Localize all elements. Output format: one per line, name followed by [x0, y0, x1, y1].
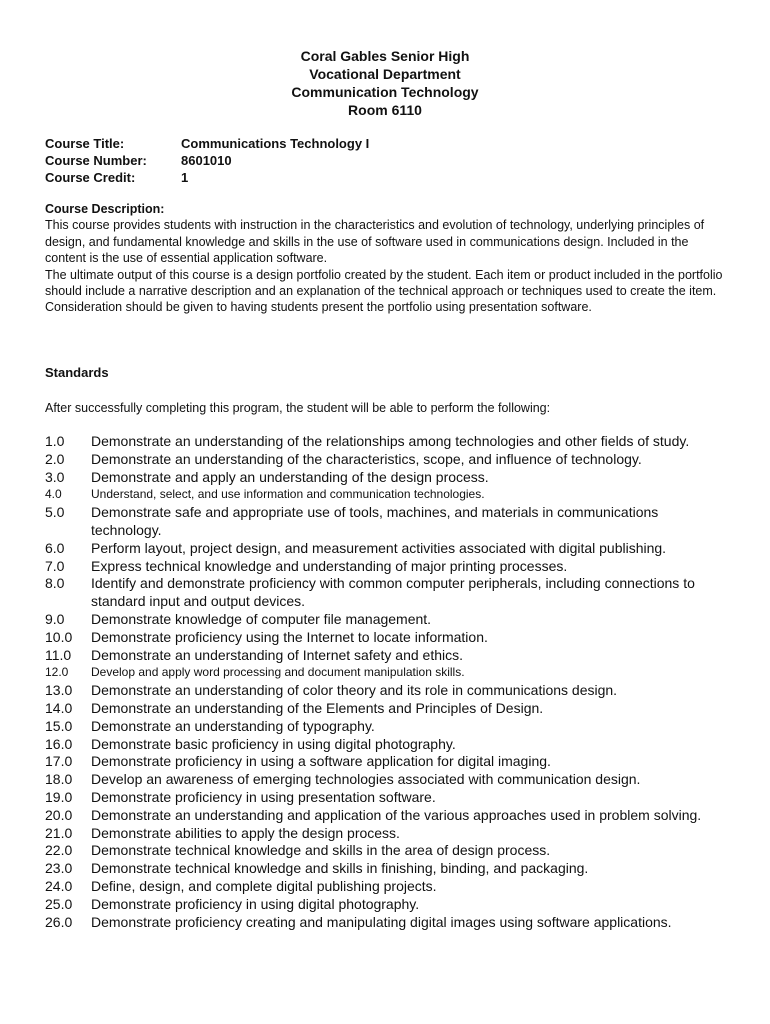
standard-number: 14.0 [45, 699, 73, 716]
standard-text: Understand, select, and use information and communication technologies. [91, 487, 485, 502]
standard-text: Demonstrate an understanding of Internet safety and ethics. [91, 646, 464, 663]
standard-text: Demonstrate safe and appropriate use of tools, machines, and materials in communications technology. [91, 504, 659, 538]
standard-item [45, 753, 730, 771]
document-header [0, 47, 770, 119]
standard-number: 9.0 [45, 610, 65, 627]
standard-text: Express technical knowledge and understanding of major printing processes. [91, 557, 568, 574]
room-number: Room 6110 [348, 102, 422, 118]
standard-number: 7.0 [45, 557, 65, 574]
standard-item [45, 914, 730, 932]
standard-item [45, 664, 730, 682]
standard-item [45, 789, 730, 807]
department-name: Vocational Department [309, 66, 461, 82]
course-number-label: Course Number: [45, 153, 147, 168]
standard-number: 12.0 [45, 665, 69, 680]
standard-item [45, 860, 730, 878]
standard-item [45, 647, 730, 665]
standard-number: 19.0 [45, 788, 73, 805]
standard-text: Demonstrate proficiency in using digital photography. [91, 895, 420, 912]
standards-list [45, 433, 730, 931]
standard-item [45, 878, 730, 896]
standard-item [45, 700, 730, 718]
standard-item [45, 896, 730, 914]
standard-text: Define, design, and complete digital publishing projects. [91, 877, 437, 894]
standard-text: Identify and demonstrate proficiency with common computer peripherals, including connections to standard input and output devices. [91, 575, 695, 610]
course-credit-label: Course Credit: [45, 170, 136, 185]
standard-item [45, 807, 730, 825]
course-number-value: 8601010 [181, 153, 232, 168]
standard-item [45, 486, 730, 504]
standard-number: 11.0 [45, 646, 72, 663]
standard-item [45, 504, 730, 540]
standard-text: Demonstrate knowledge of computer file management. [91, 610, 432, 627]
standard-item [45, 771, 730, 789]
standard-number: 24.0 [45, 877, 73, 894]
standard-number: 15.0 [45, 717, 73, 734]
course-title-row [45, 135, 369, 152]
course-credit-value: 1 [181, 170, 189, 185]
standard-item [45, 629, 730, 647]
standard-number: 2.0 [45, 450, 65, 467]
course-description-paragraph-2: The ultimate output of this course is a design portfolio created by the student. Each item or product included in the portfolio should include a narrative description and an explanation of the technical approach or techniques used to create the item. Consideration should be given to having students present the portfolio using presentation software. [45, 267, 723, 315]
standard-text: Demonstrate proficiency in using a software application for digital imaging. [91, 753, 551, 770]
standard-number: 18.0 [45, 771, 73, 788]
standard-number: 4.0 [45, 487, 62, 502]
standard-item [45, 718, 730, 736]
standard-item [45, 433, 730, 451]
standard-item [45, 682, 730, 700]
standard-text: Demonstrate technical knowledge and skills in finishing, binding, and packaging. [91, 860, 589, 877]
standard-number: 3.0 [45, 468, 65, 485]
course-description [45, 201, 730, 316]
standard-number: 23.0 [45, 860, 73, 877]
standard-number: 20.0 [45, 806, 73, 823]
standard-text: Develop and apply word processing and document manipulation skills. [91, 665, 465, 680]
standard-number: 8.0 [45, 575, 65, 592]
standard-item [45, 825, 730, 843]
standard-text: Demonstrate and apply an understanding of the design process. [91, 468, 489, 485]
standard-number: 6.0 [45, 539, 65, 556]
standards-title: Standards [45, 365, 109, 380]
standard-number: 16.0 [45, 735, 73, 752]
standard-text: Demonstrate proficiency using the Internet to locate information. [91, 628, 488, 645]
standard-number: 5.0 [45, 504, 65, 521]
standard-text: Demonstrate an understanding of color theory and its role in communications design. [91, 682, 618, 699]
standard-text: Demonstrate proficiency in using presentation software. [91, 788, 436, 805]
standard-number: 22.0 [45, 842, 73, 859]
school-name: Coral Gables Senior High [300, 48, 470, 64]
standard-number: 13.0 [45, 682, 73, 699]
course-number-row [45, 152, 369, 169]
course-description-title: Course Description: [45, 202, 165, 216]
standard-number: 10.0 [45, 628, 73, 645]
standard-item [45, 558, 730, 576]
course-info [45, 135, 369, 186]
course-title-label: Course Title: [45, 136, 125, 151]
standard-number: 17.0 [45, 753, 73, 770]
standard-number: 21.0 [45, 824, 73, 841]
standard-item [45, 736, 730, 754]
standard-text: Perform layout, project design, and measurement activities associated with digital publishing. [91, 539, 667, 556]
standard-item [45, 469, 730, 487]
standard-item [45, 451, 730, 469]
standard-text: Demonstrate an understanding and application of the various approaches used in problem solving. [91, 806, 702, 823]
standard-item [45, 575, 730, 611]
standard-number: 26.0 [45, 913, 73, 930]
standard-item [45, 611, 730, 629]
standard-text: Demonstrate an understanding of the Elements and Principles of Design. [91, 699, 544, 716]
program-name: Communication Technology [291, 84, 479, 100]
standard-text: Demonstrate technical knowledge and skills in the area of design process. [91, 842, 551, 859]
standard-number: 1.0 [45, 433, 65, 449]
standard-item [45, 540, 730, 558]
standard-text: Demonstrate abilities to apply the design process. [91, 824, 400, 841]
standard-text: Demonstrate an understanding of the characteristics, scope, and influence of technology. [91, 450, 642, 467]
standard-text: Demonstrate an understanding of typography. [91, 717, 375, 734]
standard-text: Develop an awareness of emerging technologies associated with communication design. [91, 771, 641, 788]
standards-intro: After successfully completing this program, the student will be able to perform the following: [45, 401, 551, 415]
standard-item [45, 842, 730, 860]
standard-text: Demonstrate an understanding of the relationships among technologies and other fields of study. [91, 433, 690, 449]
standard-text: Demonstrate proficiency creating and manipulating digital images using software applications. [91, 913, 672, 930]
course-description-paragraph-1: This course provides students with instruction in the characteristics and evolution of technology, underlying principles of design, and fundamental knowledge and skills in the use of software used in communications design. Included in the content is the use of essential application software. [45, 218, 705, 266]
course-credit-row [45, 169, 369, 186]
standard-text: Demonstrate basic proficiency in using digital photography. [91, 735, 456, 752]
standard-number: 25.0 [45, 895, 73, 912]
course-title-value: Communications Technology I [181, 136, 370, 151]
